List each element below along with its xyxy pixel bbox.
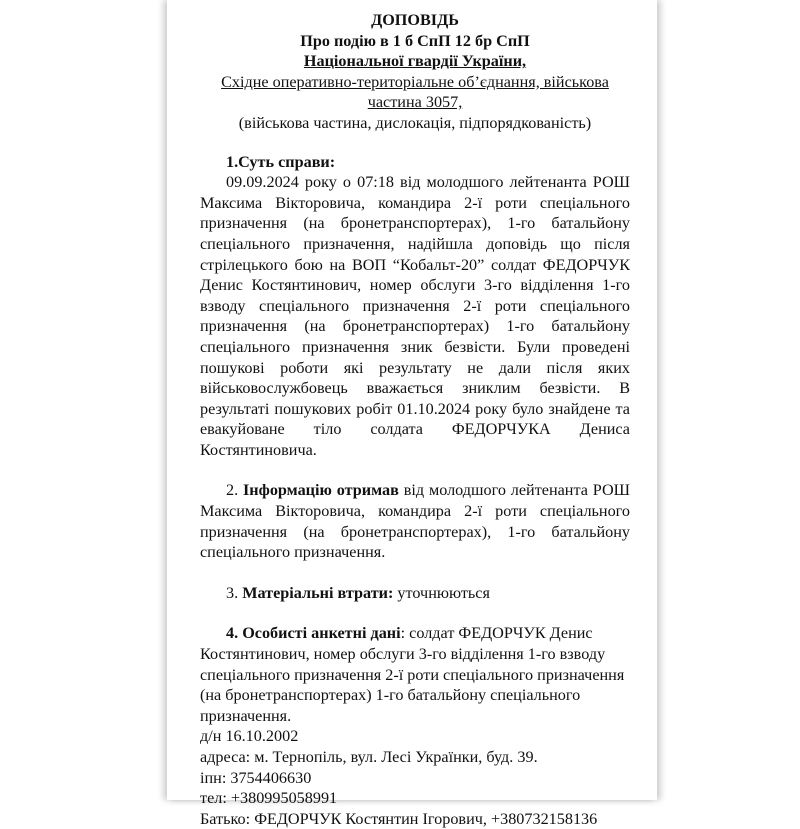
document-content (200, 10, 630, 829)
section-3 (200, 583, 630, 604)
section-2-paragraph (200, 480, 630, 562)
section-3-number: 3. (226, 583, 239, 602)
document-page (167, 0, 657, 828)
section-4-paragraph (200, 623, 630, 726)
section-3-paragraph (200, 583, 630, 604)
organization-name: Національної гвардії України, (303, 52, 527, 71)
section-2-text: від молодшого лейтенанта РОШ Максима Вікторовича, командира 2-ї роти спеціального призначення (на бронетранспортерах), 1-го батальйону спеціального призначення. (200, 481, 630, 562)
section-2-heading: Інформацію отримав (243, 481, 399, 500)
document-title: ДОПОВІДЬ (371, 11, 459, 29)
section-4-heading: 4. Особисті анкетні дані (226, 624, 401, 643)
phone: тел: +380995058991 (200, 789, 338, 808)
section-1 (200, 152, 630, 461)
section-4 (200, 623, 630, 829)
section-1-heading: 1.Суть справи: (226, 152, 336, 171)
section-3-heading: Матеріальні втрати: (242, 583, 394, 602)
address: адреса: м. Тернопіль, вул. Лесі Українки, буд. 39. (200, 748, 538, 766)
document-subtitle: Про подію в 1 б СпП 12 бр СпП (300, 31, 530, 50)
section-1-text: 09.09.2024 року о 07:18 від молодшого лейтенанта РОШ Максима Вікторовича, командира 2-ї роти спеціального призначення (на бронетранспортерах), 1-го батальйону спеціального призначення, надійшла доповідь що після стрілецького бою на ВОП “Кобальт-20” солдат ФЕДОРЧУК Денис Костянтинович, номер обслуги 3-го відділення 1-го взводу спеціального призначення 2-ї роти спеціального призначення (на бронетранспортерах) 1-го батальйону спеціального призначення зник безвісти. Були проведені пошукові роботи які результату не дали після яких військовослужбовець вважається зниклим безвісти. В результаті пошукових робіт 01.10.2024 року було знайдене та евакуйоване тіло солдата ФЕДОРЧУКА Дениса Костянтиновича. (200, 173, 630, 459)
section-3-text: уточнюються (397, 583, 490, 602)
unit-line-1: Східне оперативно-територіальне об’єднання, військова (221, 72, 609, 91)
date-of-birth: д/н 16.10.2002 (200, 727, 299, 746)
document-header (200, 10, 630, 134)
section-4-text: : солдат ФЕДОРЧУК Денис Костянтинович, номер обслуги 3-го відділення 1-го взводу спеціального призначення 2-ї роти спеціального призначення (на бронетранспортерах) 1-го батальйону спеціального призначення. (200, 624, 625, 725)
tax-id: іпн: 3754406630 (200, 768, 312, 787)
unit-line-2: частина 3057, (367, 93, 463, 112)
unit-note: (військова частина, дислокація, підпорядкованість) (238, 113, 592, 132)
section-2 (200, 480, 630, 562)
section-2-number: 2. (226, 481, 239, 500)
father-info: Батько: ФЕДОРЧУК Костянтин Ігорович, +380732158136 (200, 809, 598, 828)
